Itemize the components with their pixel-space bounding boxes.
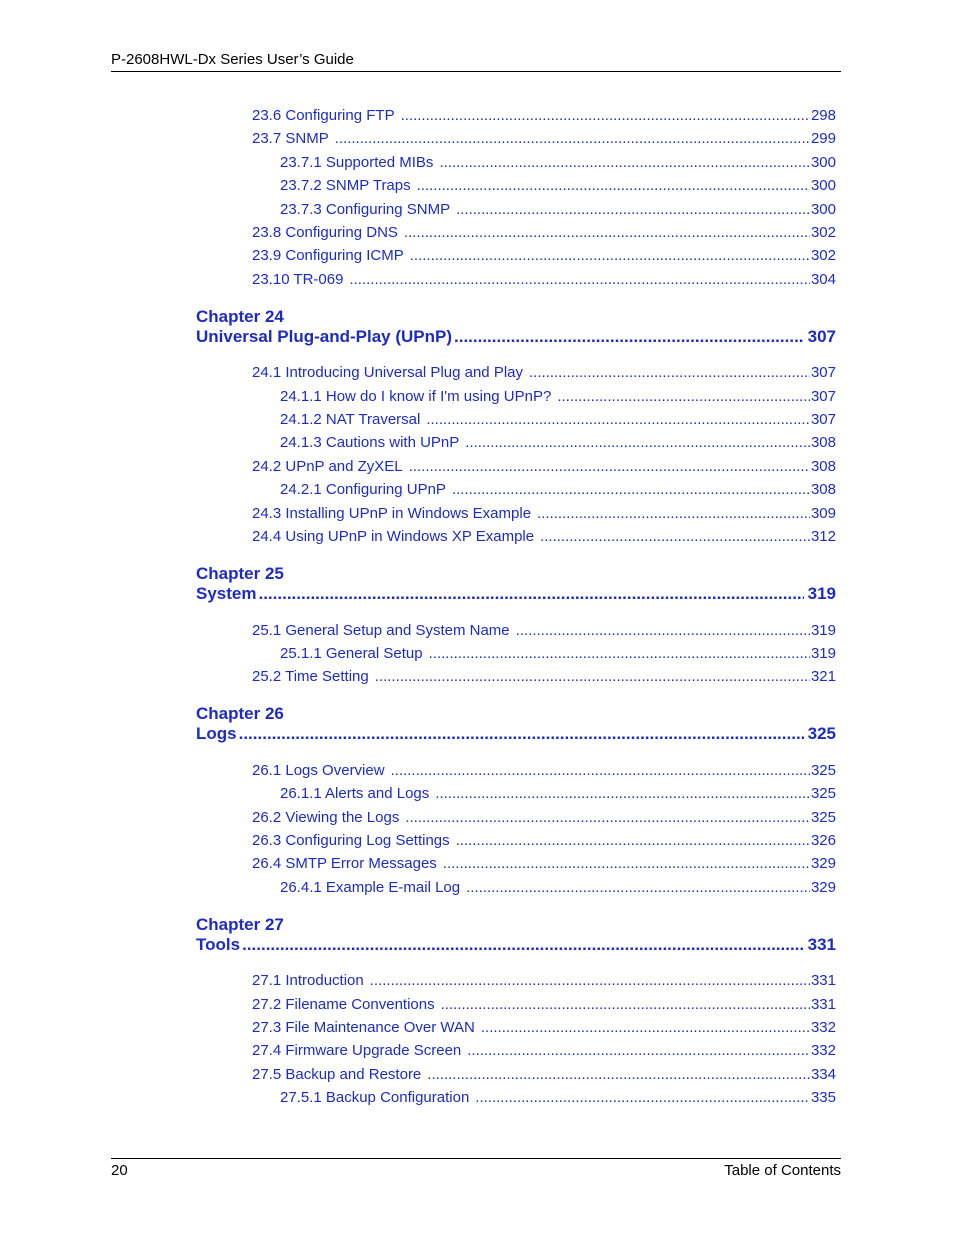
chapter-title: System (196, 584, 257, 603)
toc-entry-page: 299 (810, 130, 836, 147)
dot-leader (454, 327, 804, 347)
toc-entry-label: 26.3 Configuring Log Settings (252, 832, 450, 849)
toc-entry-label: 26.1 Logs Overview (252, 762, 385, 779)
toc-entry-page: 325 (810, 785, 836, 802)
toc-entry[interactable] (280, 434, 836, 451)
dot-leader (465, 434, 810, 451)
toc-entry-label: 24.1 Introducing Universal Plug and Play (252, 364, 523, 381)
chapter-number[interactable]: Chapter 24 (196, 307, 284, 326)
toc-entry-label: 23.6 Configuring FTP (252, 107, 395, 124)
toc-entry-page: 308 (810, 434, 836, 451)
dot-leader (439, 154, 810, 171)
toc-entry-label: 27.5 Backup and Restore (252, 1066, 422, 1083)
toc-entry-label: 27.4 Firmware Upgrade Screen (252, 1042, 462, 1059)
dot-leader (391, 762, 810, 779)
toc-entry[interactable] (252, 855, 836, 872)
dot-leader (467, 1042, 810, 1059)
toc-entry[interactable] (280, 1089, 836, 1106)
chapter-page: 331 (807, 935, 836, 954)
toc-entry-page: 298 (810, 107, 836, 124)
toc-entry-label: 25.1.1 General Setup (280, 645, 423, 662)
toc-entry-page: 331 (810, 996, 836, 1013)
toc-entry-label: 23.7 SNMP (252, 130, 329, 147)
dot-leader (404, 224, 810, 241)
dot-leader (456, 201, 810, 218)
toc-entry-page: 307 (810, 388, 836, 405)
toc-entry-label: 27.3 File Maintenance Over WAN (252, 1019, 475, 1036)
toc-entry-label: 24.1.3 Cautions with UPnP (280, 434, 460, 451)
chapter-number[interactable]: Chapter 26 (196, 704, 284, 723)
toc-entry-page: 332 (810, 1042, 836, 1059)
toc-entry-page: 307 (810, 364, 836, 381)
toc-entry[interactable] (252, 247, 836, 264)
toc-entry-page: 300 (810, 154, 836, 171)
toc-entry-label: 26.2 Viewing the Logs (252, 809, 400, 826)
toc-entry-label: 25.2 Time Setting (252, 668, 369, 685)
toc-entry-page: 325 (810, 809, 836, 826)
dot-leader (540, 528, 810, 545)
dot-leader (426, 411, 810, 428)
dot-leader (258, 584, 803, 604)
toc-entry-page: 319 (810, 622, 836, 639)
document-title: P-2608HWL-Dx Series User’s Guide (111, 51, 354, 68)
footer-section-title: Table of Contents (724, 1162, 841, 1179)
dot-leader (405, 809, 810, 826)
chapter-title: Logs (196, 724, 237, 743)
dot-leader (466, 879, 810, 896)
dot-leader (441, 996, 810, 1013)
toc-entry-label: 24.3 Installing UPnP in Windows Example (252, 505, 532, 522)
toc-entry-page: 302 (810, 224, 836, 241)
toc-entry[interactable] (252, 622, 836, 639)
toc-entry-label: 24.1.1 How do I know if I'm using UPnP? (280, 388, 552, 405)
footer-rule (111, 1158, 841, 1159)
toc-entry-label: 23.9 Configuring ICMP (252, 247, 404, 264)
dot-leader (516, 622, 810, 639)
toc-entry[interactable] (252, 224, 836, 241)
toc-entry[interactable] (280, 785, 836, 802)
toc-entry-page: 331 (810, 972, 836, 989)
dot-leader (335, 130, 810, 147)
toc-entry[interactable] (252, 832, 836, 849)
toc-entry-page: 304 (810, 271, 836, 288)
chapter-number[interactable]: Chapter 27 (196, 915, 284, 934)
dot-leader (429, 645, 810, 662)
toc-entry-page: 332 (810, 1019, 836, 1036)
dot-leader (417, 177, 810, 194)
toc-entry-page: 319 (810, 645, 836, 662)
toc-entry-page: 300 (810, 201, 836, 218)
chapter-page: 325 (807, 724, 836, 743)
chapter-title-entry[interactable] (196, 935, 836, 955)
toc-entry[interactable] (252, 1066, 836, 1083)
toc-entry[interactable] (252, 972, 836, 989)
toc-entry-label: 27.2 Filename Conventions (252, 996, 435, 1013)
header-rule (111, 71, 841, 72)
toc-entry[interactable] (280, 481, 836, 498)
toc-entry-page: 326 (810, 832, 836, 849)
dot-leader (452, 481, 810, 498)
toc-entry[interactable] (280, 201, 836, 218)
toc-entry[interactable] (280, 154, 836, 171)
toc-entry[interactable] (252, 364, 836, 381)
toc-entry[interactable] (280, 177, 836, 194)
toc-entry[interactable] (252, 130, 836, 147)
toc-entry-page: 321 (810, 668, 836, 685)
toc-entry[interactable] (252, 1042, 836, 1059)
dot-leader (401, 107, 810, 124)
toc-entry-label: 24.4 Using UPnP in Windows XP Example (252, 528, 535, 545)
toc-entry[interactable] (252, 762, 836, 779)
toc-entry-label: 24.1.2 NAT Traversal (280, 411, 421, 428)
toc-entry[interactable] (252, 1019, 836, 1036)
page-number: 20 (111, 1162, 128, 1179)
dot-leader (349, 271, 810, 288)
toc-entry-page: 308 (810, 458, 836, 475)
dot-leader (435, 785, 810, 802)
toc-entry-label: 23.7.2 SNMP Traps (280, 177, 411, 194)
chapter-number[interactable]: Chapter 25 (196, 564, 284, 583)
toc-entry-label: 26.4.1 Example E-mail Log (280, 879, 461, 896)
dot-leader (557, 388, 810, 405)
dot-leader (481, 1019, 810, 1036)
chapter-title: Universal Plug-and-Play (UPnP) (196, 327, 452, 346)
toc-entry-label: 23.7.1 Supported MIBs (280, 154, 434, 171)
chapter-title-entry[interactable] (196, 724, 836, 744)
dot-leader (410, 247, 810, 264)
chapter-title: Tools (196, 935, 241, 954)
toc-entry-label: 27.5.1 Backup Configuration (280, 1089, 470, 1106)
dot-leader (456, 832, 810, 849)
dot-leader (242, 935, 804, 955)
chapter-page: 319 (807, 584, 836, 603)
toc-entry-label: 24.2.1 Configuring UPnP (280, 481, 446, 498)
toc-entry[interactable] (252, 809, 836, 826)
toc-entry-page: 329 (810, 879, 836, 896)
toc-entry-label: 26.4 SMTP Error Messages (252, 855, 437, 872)
toc-entry[interactable] (252, 505, 836, 522)
toc-entry-page: 335 (810, 1089, 836, 1106)
toc-entry-label: 26.1.1 Alerts and Logs (280, 785, 430, 802)
dot-leader (427, 1066, 810, 1083)
dot-leader (475, 1089, 810, 1106)
toc-entry[interactable] (252, 668, 836, 685)
toc-entry-page: 300 (810, 177, 836, 194)
toc-entry-page: 312 (810, 528, 836, 545)
chapter-page: 307 (807, 327, 836, 346)
toc-entry-label: 24.2 UPnP and ZyXEL (252, 458, 403, 475)
dot-leader (375, 668, 810, 685)
toc-entry[interactable] (280, 411, 836, 428)
dot-leader (409, 458, 810, 475)
toc-entry-label: 23.7.3 Configuring SNMP (280, 201, 451, 218)
toc-entry[interactable] (252, 528, 836, 545)
toc-entry-label: 23.10 TR-069 (252, 271, 344, 288)
toc-entry-label: 23.8 Configuring DNS (252, 224, 398, 241)
toc-entry[interactable] (280, 645, 836, 662)
toc-entry-page: 308 (810, 481, 836, 498)
toc-entry[interactable] (252, 458, 836, 475)
dot-leader (537, 505, 810, 522)
toc-entry-page: 307 (810, 411, 836, 428)
toc-entry[interactable] (280, 879, 836, 896)
dot-leader (239, 724, 804, 744)
toc-entry-page: 334 (810, 1066, 836, 1083)
toc-entry-page: 302 (810, 247, 836, 264)
toc-entry[interactable] (252, 107, 836, 124)
toc-entry-page: 325 (810, 762, 836, 779)
dot-leader (370, 972, 810, 989)
toc-entry[interactable] (252, 271, 836, 288)
toc-entry[interactable] (252, 996, 836, 1013)
toc-entry-label: 25.1 General Setup and System Name (252, 622, 510, 639)
chapter-title-entry[interactable] (196, 327, 836, 347)
chapter-title-entry[interactable] (196, 584, 836, 604)
toc-entry-label: 27.1 Introduction (252, 972, 364, 989)
toc-entry-page: 329 (810, 855, 836, 872)
dot-leader (529, 364, 810, 381)
toc-entry[interactable] (280, 388, 836, 405)
toc-entry-page: 309 (810, 505, 836, 522)
dot-leader (443, 855, 810, 872)
